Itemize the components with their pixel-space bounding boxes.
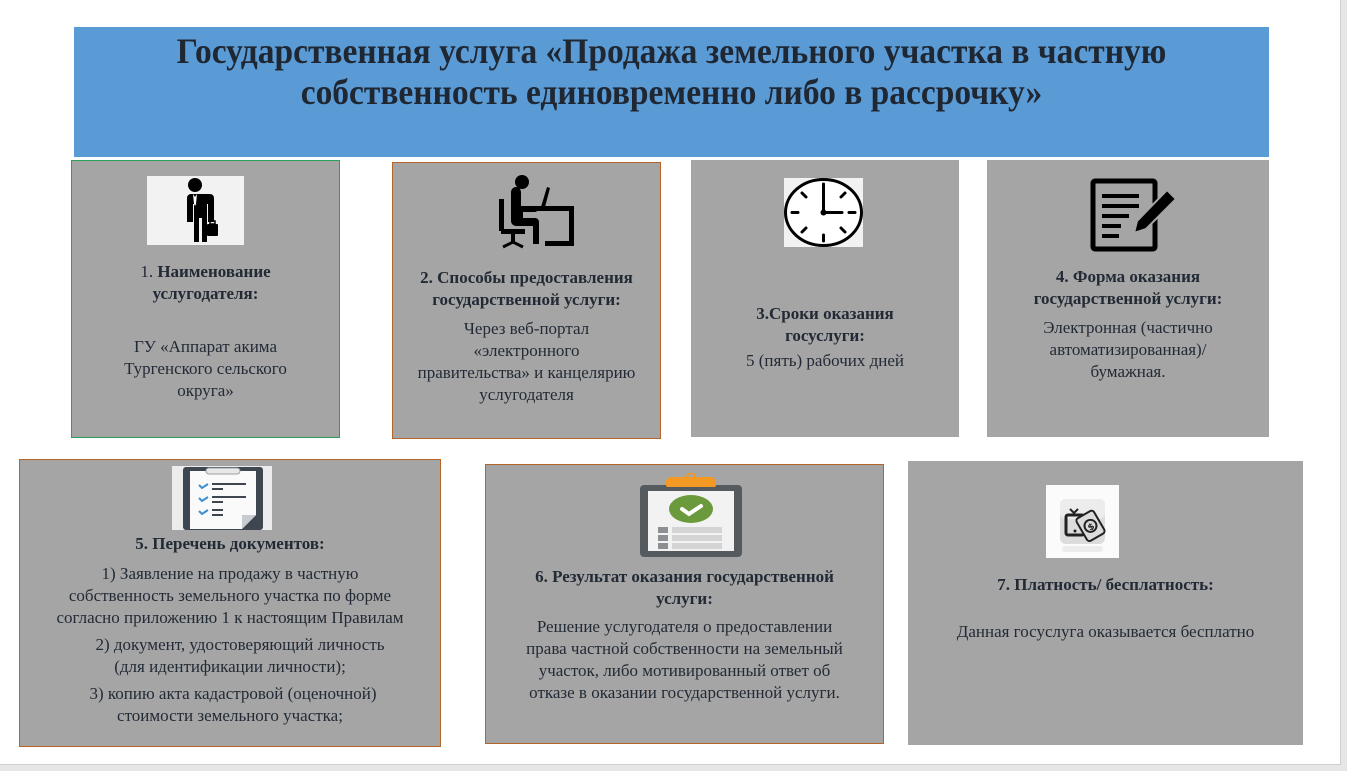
card-body: Через веб-портал «электронного правительства» и канцелярию услугодателя: [417, 319, 636, 404]
card-body: Решение услугодателя о предоставлении права частной собственности на земельный участок, либо мотивированный ответ об отказе в оказании государственной услуги.: [526, 617, 843, 702]
card-heading: 7. Платность/ бесплатность:: [997, 575, 1214, 594]
card-service-fee: [908, 461, 1303, 745]
card-delivery-methods: [392, 162, 661, 439]
businessman-icon: [147, 176, 244, 245]
page-title: [116, 31, 1227, 113]
card-service-result: [485, 464, 884, 744]
card-body: Электронная (частично автоматизированная)/ бумажная.: [1043, 318, 1213, 381]
card-body: 5 (пять) рабочих дней: [746, 351, 904, 370]
card-heading: 5. Перечень документов:: [135, 534, 325, 553]
card-service-duration: [691, 160, 959, 437]
clock-icon: [784, 178, 863, 247]
card-heading: 4. Форма оказания государственной услуги:: [1033, 267, 1223, 308]
card-service-provider: [71, 160, 340, 438]
title-line-2: собственность единовременно либо в рассрочку»: [300, 72, 1043, 112]
tablet-payment-icon: [1046, 485, 1119, 558]
card-body: Данная госуслуга оказывается бесплатно: [956, 622, 1255, 641]
approved-clipboard-icon: [638, 473, 744, 557]
card-document-list: [19, 459, 441, 747]
title-banner: [74, 27, 1269, 157]
svg-text:$: $: [1086, 521, 1097, 534]
document-edit-icon: [1089, 178, 1181, 253]
title-line-1: Государственная услуга «Продажа земельного участка в частную: [176, 31, 1167, 71]
checklist-clipboard-icon: [172, 466, 272, 530]
card-body: 1) Заявление на продажу в частную собственность земельного участка по форме согласно приложению 1 к настоящим Правилам 2) документ, удостоверяющий личность (для идентификации личности); 3) копию акта кадастровой (оценочной) стоимости земельного участка;: [56, 564, 404, 725]
card-heading: 2. Способы предоставления государственной услуги:: [420, 268, 633, 309]
card-service-form: [987, 160, 1269, 437]
card-heading: 1. Наименование услугодателя:: [140, 262, 271, 303]
person-at-desk-icon: [497, 173, 577, 251]
card-body: ГУ «Аппарат акима Тургенского сельского округа»: [124, 337, 287, 400]
card-heading: 6. Результат оказания государственной услуги:: [535, 567, 834, 608]
card-heading: 3.Сроки оказания госуслуги:: [756, 304, 894, 345]
